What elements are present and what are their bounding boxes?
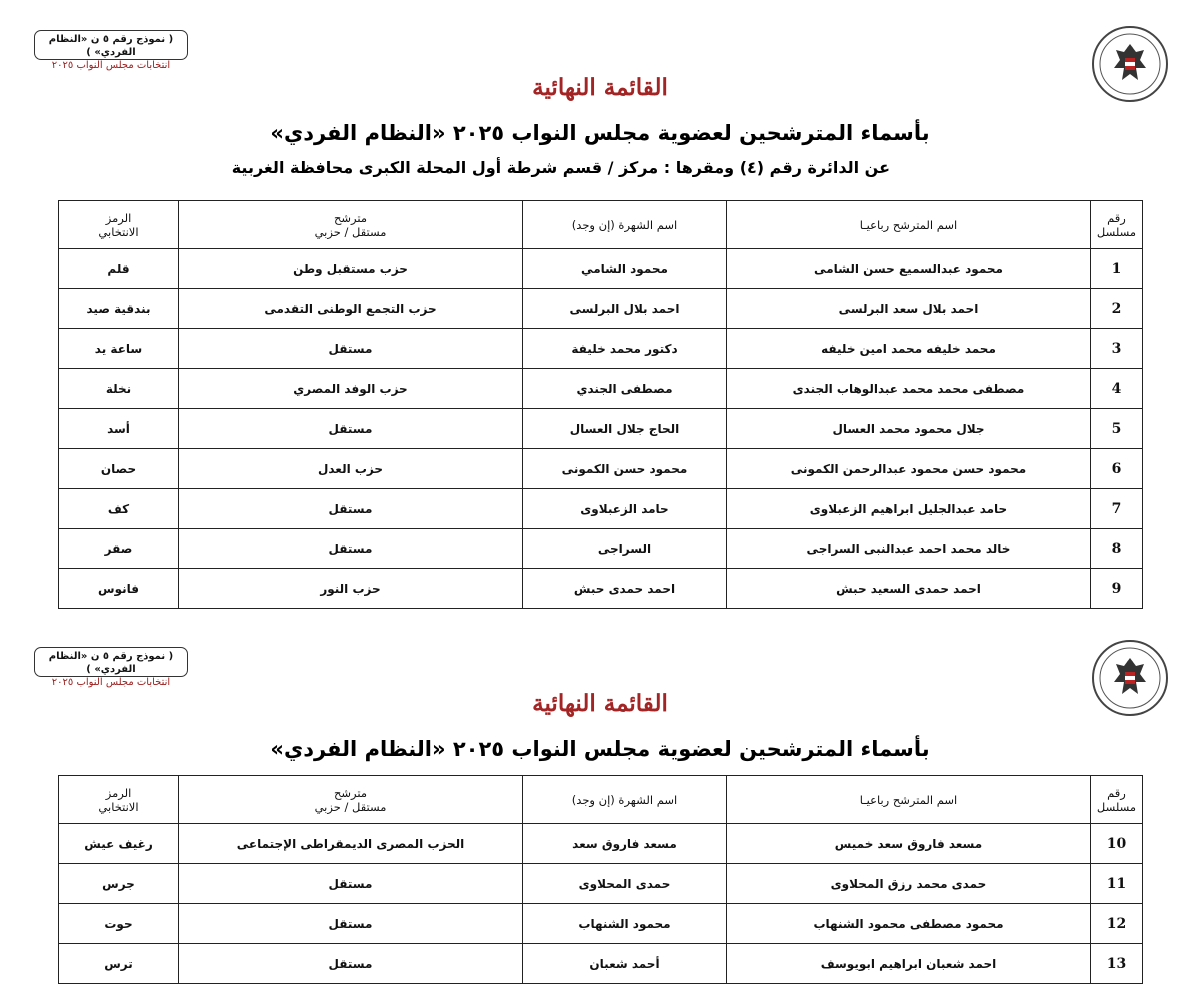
- header-full-name: اسم المترشح رباعيـا: [727, 201, 1091, 249]
- form-label-line1: ( نموذج رقم ٥ ن «النظام الفردي» ): [48, 651, 174, 675]
- table-row: [59, 409, 1143, 449]
- candidate-full-name: حمدى محمد رزق المحلاوى: [727, 864, 1091, 904]
- election-symbol: بندقية صيد: [59, 289, 179, 329]
- final-list-title: القائمة النهائية: [532, 74, 668, 101]
- election-symbol: قلم: [59, 249, 179, 289]
- table-row: [59, 944, 1143, 984]
- candidate-party: حزب الوفد المصري: [179, 369, 523, 409]
- candidate-full-name: حامد عبدالجليل ابراهيم الزعبلاوى: [727, 489, 1091, 529]
- candidate-full-name: احمد حمدى السعيد حبش: [727, 569, 1091, 609]
- district-line: عن الدائرة رقم (٤) ومقرها : مركز / قسم شرطة أول المحلة الكبرى محافظة الغربية: [231, 158, 890, 177]
- candidate-full-name: احمد بلال سعد البرلسى: [727, 289, 1091, 329]
- table-row: [59, 864, 1143, 904]
- serial-number: 8: [1091, 529, 1143, 569]
- serial-number: 2: [1091, 289, 1143, 329]
- candidate-full-name: خالد محمد احمد عبدالنبى السراجى: [727, 529, 1091, 569]
- candidate-nickname: حامد الزعبلاوى: [523, 489, 727, 529]
- table-row: [59, 569, 1143, 609]
- candidate-party: الحزب المصرى الديمقراطى الإجتماعى: [179, 824, 523, 864]
- candidate-nickname: السراجى: [523, 529, 727, 569]
- candidate-full-name: محمود حسن محمود عبدالرحمن الكمونى: [727, 449, 1091, 489]
- table-row: [59, 529, 1143, 569]
- form-label-line2: انتخابات مجلس النواب ٢٠٢٥: [51, 60, 171, 71]
- header-serial: رقم مسلسل: [1091, 776, 1143, 824]
- serial-number: 7: [1091, 489, 1143, 529]
- candidate-nickname: مصطفى الجندي: [523, 369, 727, 409]
- candidate-full-name: احمد شعبان ابراهيم ابويوسف: [727, 944, 1091, 984]
- header-nickname: اسم الشهرة (إن وجد): [523, 776, 727, 824]
- candidates-table-1: [58, 200, 1143, 609]
- table-row: [59, 824, 1143, 864]
- candidate-nickname: احمد بلال البرلسى: [523, 289, 727, 329]
- table-row: [59, 289, 1143, 329]
- form-label-box: [34, 30, 188, 71]
- candidate-nickname: محمود حسن الكمونى: [523, 449, 727, 489]
- election-symbol: أسد: [59, 409, 179, 449]
- form-label-line1: ( نموذج رقم ٥ ن «النظام الفردي» ): [48, 34, 174, 58]
- table-header-row: [59, 201, 1143, 249]
- candidate-party: حزب التجمع الوطنى التقدمى: [179, 289, 523, 329]
- table-row: [59, 449, 1143, 489]
- serial-number: 1: [1091, 249, 1143, 289]
- candidate-nickname: احمد حمدى حبش: [523, 569, 727, 609]
- election-symbol: ساعة يد: [59, 329, 179, 369]
- serial-number: 3: [1091, 329, 1143, 369]
- candidate-party: مستقل: [179, 864, 523, 904]
- header-symbol: الرمز الانتخابي: [59, 201, 179, 249]
- candidate-party: حزب العدل: [179, 449, 523, 489]
- candidate-party: حزب مستقبل وطن: [179, 249, 523, 289]
- candidate-party: مستقل: [179, 944, 523, 984]
- candidate-nickname: محمود الشنهاب: [523, 904, 727, 944]
- candidate-full-name: مسعد فاروق سعد خميس: [727, 824, 1091, 864]
- table-row: [59, 489, 1143, 529]
- table-row: [59, 329, 1143, 369]
- election-symbol: نخلة: [59, 369, 179, 409]
- candidate-nickname: مسعد فاروق سعد: [523, 824, 727, 864]
- candidate-full-name: جلال محمود محمد العسال: [727, 409, 1091, 449]
- serial-number: 9: [1091, 569, 1143, 609]
- form-label-line2: انتخابات مجلس النواب ٢٠٢٥: [51, 677, 171, 688]
- election-symbol: رغيف عيش: [59, 824, 179, 864]
- header-candidate-type: مترشح مستقل / حزبي: [179, 776, 523, 824]
- serial-number: 10: [1091, 824, 1143, 864]
- page-2: [0, 620, 1200, 992]
- candidate-party: مستقل: [179, 329, 523, 369]
- final-list-title: القائمة النهائية: [532, 690, 668, 717]
- candidate-nickname: أحمد شعبان: [523, 944, 727, 984]
- election-symbol: فانوس: [59, 569, 179, 609]
- election-symbol: جرس: [59, 864, 179, 904]
- candidate-party: مستقل: [179, 409, 523, 449]
- serial-number: 12: [1091, 904, 1143, 944]
- serial-number: 13: [1091, 944, 1143, 984]
- header-candidate-type: مترشح مستقل / حزبي: [179, 201, 523, 249]
- serial-number: 6: [1091, 449, 1143, 489]
- election-symbol: صقر: [59, 529, 179, 569]
- table-row: [59, 904, 1143, 944]
- candidates-heading: بأسماء المترشحين لعضوية مجلس النواب ٢٠٢٥ «النظام الفردي»: [270, 737, 930, 761]
- candidate-full-name: محمود مصطفى محمود الشنهاب: [727, 904, 1091, 944]
- header-full-name: اسم المترشح رباعيـا: [727, 776, 1091, 824]
- table-header-row: [59, 776, 1143, 824]
- candidate-nickname: حمدى المحلاوى: [523, 864, 727, 904]
- candidates-table-2: [58, 775, 1143, 984]
- candidate-nickname: دكتور محمد خليفة: [523, 329, 727, 369]
- candidate-nickname: محمود الشامي: [523, 249, 727, 289]
- candidate-party: حزب النور: [179, 569, 523, 609]
- election-symbol: حصان: [59, 449, 179, 489]
- serial-number: 5: [1091, 409, 1143, 449]
- header-nickname: اسم الشهرة (إن وجد): [523, 201, 727, 249]
- election-symbol: حوت: [59, 904, 179, 944]
- election-symbol: ترس: [59, 944, 179, 984]
- serial-number: 4: [1091, 369, 1143, 409]
- candidate-full-name: مصطفى محمد محمد عبدالوهاب الجندى: [727, 369, 1091, 409]
- header-serial: رقم مسلسل: [1091, 201, 1143, 249]
- candidate-party: مستقل: [179, 489, 523, 529]
- table-row: [59, 249, 1143, 289]
- candidates-heading: بأسماء المترشحين لعضوية مجلس النواب ٢٠٢٥ «النظام الفردي»: [270, 121, 930, 145]
- form-label-box: [34, 647, 188, 688]
- candidate-full-name: محمد خليفه محمد امين خليفه: [727, 329, 1091, 369]
- header-symbol: الرمز الانتخابي: [59, 776, 179, 824]
- serial-number: 11: [1091, 864, 1143, 904]
- table-row: [59, 369, 1143, 409]
- candidate-nickname: الحاج جلال العسال: [523, 409, 727, 449]
- election-symbol: كف: [59, 489, 179, 529]
- candidate-party: مستقل: [179, 904, 523, 944]
- candidate-party: مستقل: [179, 529, 523, 569]
- candidate-full-name: محمود عبدالسميع حسن الشامى: [727, 249, 1091, 289]
